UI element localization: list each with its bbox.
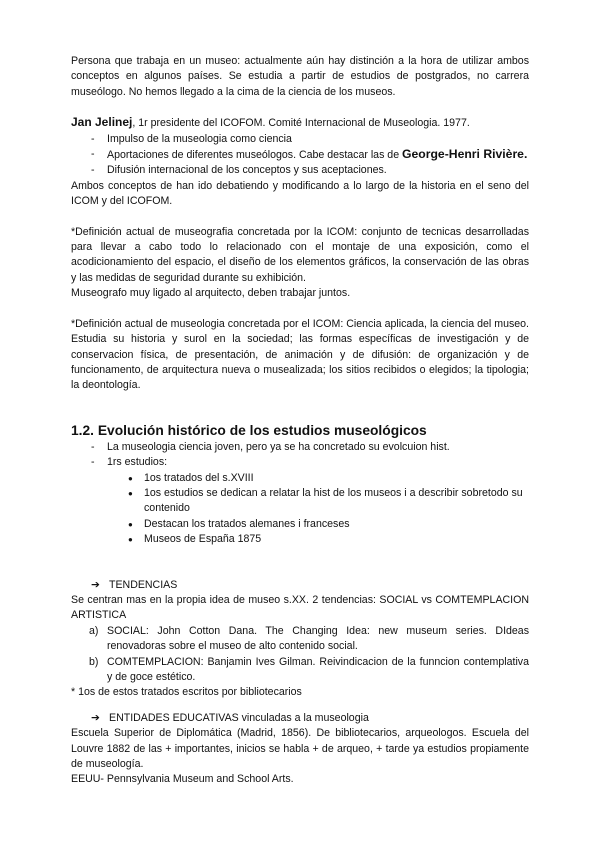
rivière-highlight: George-Henri Rivière. <box>402 147 528 162</box>
section-heading: 1.2. Evolución histórico de los estudios museológicos <box>71 422 427 438</box>
bullet-item: ● 1os tratados del s.XVIII <box>71 471 529 486</box>
jan-item <box>71 147 529 163</box>
jan-item: - Difusión internacional de los conceptos y sus aceptaciones. <box>71 163 529 178</box>
jan-rest: , 1r presidente del ICOFOM. Comité Internacional de Museologia. 1977. <box>132 117 470 130</box>
tendencia-text: COMTEMPLACION: Banjamin Ives Gilman. Reivindicacion de la funncion contemplativa y de goce estético. <box>107 655 529 683</box>
def-museologia-paragraph: *Definición actual de museologia concretada por el ICOM: Ciencia aplicada, la ciencia del museo. Estudia su historia y surol en la sociedad; las formas específicas de investigación y de conservacion física, de presentación, de animación y de difusión: de organización y de funcionamento, de arquitectura nueva o musealizada; los sitios recibidos o elegidos; la tipologia; la deontología. <box>71 317 529 392</box>
entidades-heading-text: ENTIDADES EDUCATIVAS vinculadas a la museologia <box>109 711 369 724</box>
section-bullets <box>71 471 529 548</box>
intro-paragraph: Persona que trabaja en un museo: actualmente aún hay distinción a la hora de utilizar ambos conceptos en algunos países. Se estudia a partir de estudios de postgrados, no carrera museólogo. No hemos llegado a la cima de la ciencia de los museos. <box>71 55 529 98</box>
jan-name: Jan Jelinej <box>71 115 133 130</box>
bullet-item: ● Destacan los tratados alemanes i franceses <box>71 517 529 532</box>
tendencias-note: * 1os de estos tratados escritos por bibliotecarios <box>71 686 302 699</box>
tendencias-list <box>71 624 529 686</box>
tendencia-text: SOCIAL: John Cotton Dana. The Changing Idea: new museum series. DIdeas renovadoras sobre el museo de alto contenido social. <box>107 624 529 653</box>
tendencias-heading-text: TENDENCIAS <box>109 578 178 591</box>
entidades-text: Escuela Superior de Diplomática (Madrid, 1856). De bibliotecarios, arqueologos. Escuela del Louvre 1882 de las + importantes, inicios se habla + de arqueo, + tarde ya estudios propiamente de museología. <box>71 727 529 771</box>
tendencias-heading <box>71 578 529 593</box>
ambos-paragraph: Ambos conceptos de han ido debatiendo y modificando a lo largo de la historia en el seno del ICOM y del ICOFOM. <box>71 179 529 208</box>
entidades-heading <box>71 711 529 726</box>
section-item: - La museologia ciencia joven, pero ya se ha concretado su evolcuion hist. <box>71 440 529 455</box>
museografo-line: Museografo muy ligado al arquitecto, deben trabajar juntos. <box>71 287 351 300</box>
tendencia-item <box>71 655 529 686</box>
section-list <box>71 440 529 471</box>
jan-item: - Impulso de la museologia como ciencia <box>71 132 529 147</box>
eeuu-line: EEUU- Pennsylvania Museum and School Arts. <box>71 773 294 786</box>
document-page <box>71 54 529 788</box>
jan-jelinej-line <box>71 115 529 131</box>
tendencias-text: Se centran mas en la propia idea de museo s.XX. 2 tendencias: SOCIAL vs COMTEMPLACION ARTISTICA <box>71 593 529 622</box>
arrow-icon: ➔ <box>91 578 100 591</box>
bullet-item: ● Museos de España 1875 <box>71 532 529 547</box>
tendencia-item <box>71 624 529 655</box>
jan-item-text: Aportaciones de diferentes museólogos. Cabe destacar las de <box>107 149 400 162</box>
jan-list <box>71 132 529 179</box>
tendencia-marker: a) <box>89 624 99 637</box>
tendencia-marker: b) <box>89 655 99 668</box>
arrow-icon: ➔ <box>91 711 100 724</box>
def-museografia-paragraph: *Definición actual de museografia concretada por la ICOM: conjunto de tecnicas desarrolladas para llevar a cabo todo lo relacionado con el montaje de una exposición, como el acodicionamiento del espacio, el diseño de los elementos gráficos, la conservación de las obras y las medidas de seguridad durante su exhibición. <box>71 225 529 284</box>
bullet-item: ● 1os estudios se dedican a relatar la hist de los museos i a describir sobretodo su contenido <box>71 486 529 517</box>
section-item: - 1rs estudios: <box>71 455 529 470</box>
